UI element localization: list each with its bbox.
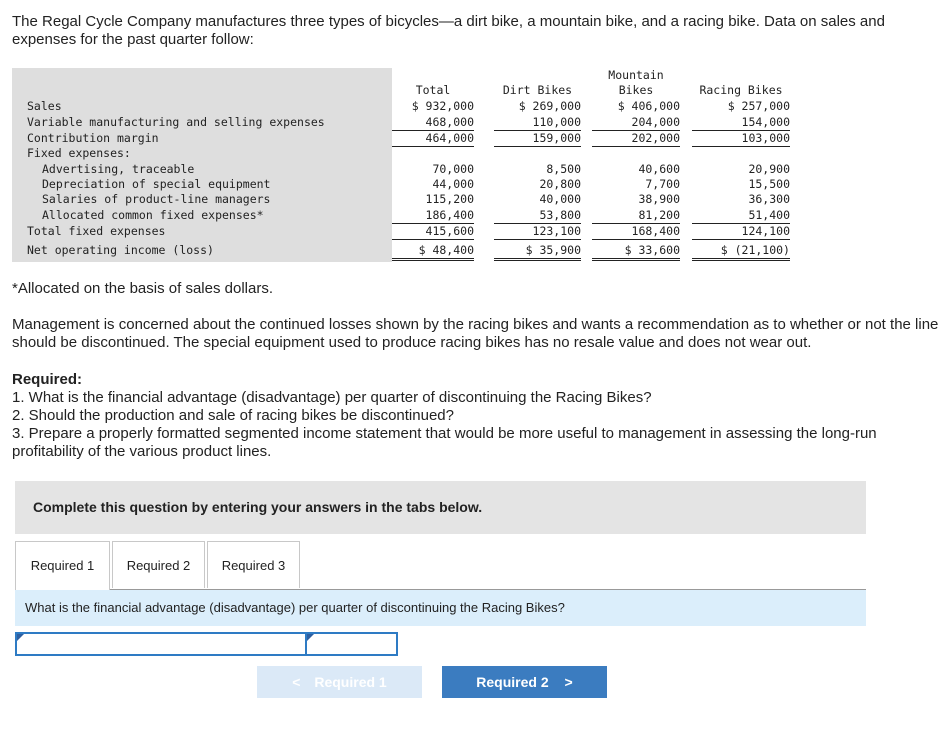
- cell-racing: $ (21,100): [692, 242, 790, 261]
- chevron-right-icon: >: [564, 674, 573, 690]
- cell-racing: $ 257,000: [727, 99, 790, 113]
- cell-mountain: 168,400: [592, 223, 680, 240]
- tab-required-1[interactable]: Required 1: [15, 541, 110, 590]
- row-advertising: [12, 161, 806, 177]
- cell-dirt: $ 269,000: [518, 99, 581, 113]
- cell-mountain: 202,000: [592, 130, 680, 147]
- cell-dirt: 53,800: [494, 207, 581, 224]
- data-table: [12, 68, 806, 262]
- cell-mountain: 81,200: [592, 207, 680, 224]
- answer-amount-cell: [305, 632, 398, 656]
- management-text: Management is concerned about the continued losses shown by the racing bikes and wants a recommendation as to whether or not the line should be discontinued. The special equipment used to produce racing bikes has no resale value and does not wear out.: [12, 316, 939, 351]
- row-label: Sales: [27, 99, 62, 113]
- cell-total: $ 48,400: [392, 242, 474, 261]
- required-item-2: 2. Should the production and sale of racing bikes be discontinued?: [12, 407, 454, 424]
- tab-required-3[interactable]: Required 3: [207, 541, 300, 588]
- next-button-label: Required 2: [476, 674, 549, 690]
- cell-total: 70,000: [432, 162, 474, 176]
- cell-mountain: 40,600: [638, 162, 680, 176]
- row-fixed-header: [12, 145, 806, 161]
- cell-total: 44,000: [432, 177, 474, 191]
- required-item-1: 1. What is the financial advantage (disadvantage) per quarter of discontinuing the Racing Bikes?: [12, 389, 652, 406]
- cell-racing: 20,900: [748, 162, 790, 176]
- cell-racing: 15,500: [748, 177, 790, 191]
- cell-mountain: 7,700: [645, 177, 680, 191]
- cell-dirt: 123,100: [494, 223, 581, 240]
- row-sales: [12, 98, 806, 114]
- answer-amount-input[interactable]: [307, 634, 396, 654]
- cell-mountain: 204,000: [592, 114, 680, 131]
- row-variable: [12, 114, 806, 130]
- cell-racing: 124,100: [692, 223, 790, 240]
- cell-total: 115,200: [425, 192, 474, 206]
- row-depreciation: [12, 176, 806, 192]
- row-label: Advertising, traceable: [42, 162, 195, 176]
- dropdown-indicator-icon: [17, 634, 24, 641]
- row-label: Variable manufacturing and selling expenses: [27, 115, 325, 129]
- cell-racing: 103,000: [692, 130, 790, 147]
- question-band: [15, 590, 866, 626]
- cell-dirt: 110,000: [494, 114, 581, 131]
- answer-label-input[interactable]: [17, 634, 305, 654]
- row-label: Fixed expenses:: [27, 146, 131, 160]
- cell-total: 464,000: [392, 130, 474, 147]
- chevron-left-icon: <: [292, 674, 301, 690]
- cell-mountain: 38,900: [638, 192, 680, 206]
- required-title: Required:: [12, 371, 83, 388]
- footnote: *Allocated on the basis of sales dollars.: [12, 280, 273, 297]
- header-dirt: Dirt Bikes: [502, 83, 573, 97]
- header-mountain-line1: Mountain: [608, 68, 664, 82]
- cell-total: 186,400: [392, 207, 474, 224]
- row-total-fixed: [12, 223, 806, 239]
- header-racing: Racing Bikes: [699, 83, 783, 97]
- row-label: Net operating income (loss): [27, 243, 214, 257]
- prev-button-label: Required 1: [314, 674, 387, 690]
- cell-dirt: 8,500: [546, 162, 581, 176]
- intro-text: The Regal Cycle Company manufactures three types of bicycles—a dirt bike, a mountain bike, and a racing bike. Data on sales and expenses for the past quarter follow:: [12, 13, 885, 48]
- row-label: Depreciation of special equipment: [42, 177, 271, 191]
- question-text: What is the financial advantage (disadvantage) per quarter of discontinuing the Racing Bikes?: [25, 600, 565, 615]
- cell-racing: 36,300: [748, 192, 790, 206]
- instruction-text: Complete this question by entering your answers in the tabs below.: [33, 499, 483, 515]
- cell-mountain: $ 406,000: [617, 99, 680, 113]
- cell-total: $ 932,000: [411, 99, 474, 113]
- row-label: Allocated common fixed expenses*: [42, 208, 264, 222]
- cell-dirt: 159,000: [494, 130, 581, 147]
- row-contribution-margin: [12, 130, 806, 146]
- instruction-banner: [15, 481, 866, 534]
- row-net-operating-income: [12, 242, 806, 258]
- next-button[interactable]: [442, 666, 607, 698]
- row-salaries: [12, 191, 806, 207]
- row-label: Salaries of product-line managers: [42, 192, 271, 206]
- header-mountain-line2: Bikes: [618, 83, 654, 97]
- row-label: Total fixed expenses: [27, 224, 166, 238]
- cell-total: 468,000: [392, 114, 474, 131]
- answer-label-cell: [15, 632, 307, 656]
- row-allocated: [12, 207, 806, 223]
- required-block: [12, 371, 942, 461]
- cell-dirt: 40,000: [539, 192, 581, 206]
- tab-required-2[interactable]: Required 2: [112, 541, 205, 588]
- cell-mountain: $ 33,600: [592, 242, 680, 261]
- header-total: Total: [415, 83, 451, 97]
- cell-dirt: $ 35,900: [494, 242, 581, 261]
- cell-racing: 154,000: [692, 114, 790, 131]
- cell-dirt: 20,800: [539, 177, 581, 191]
- prev-button[interactable]: [257, 666, 422, 698]
- dropdown-indicator-icon: [307, 634, 314, 641]
- row-label: Contribution margin: [27, 131, 159, 145]
- cell-total: 415,600: [392, 223, 474, 240]
- required-item-3: 3. Prepare a properly formatted segmented income statement that would be more useful to management in assessing the long-run profitability of the various product lines.: [12, 425, 877, 460]
- answer-row: [15, 632, 398, 656]
- cell-racing: 51,400: [692, 207, 790, 224]
